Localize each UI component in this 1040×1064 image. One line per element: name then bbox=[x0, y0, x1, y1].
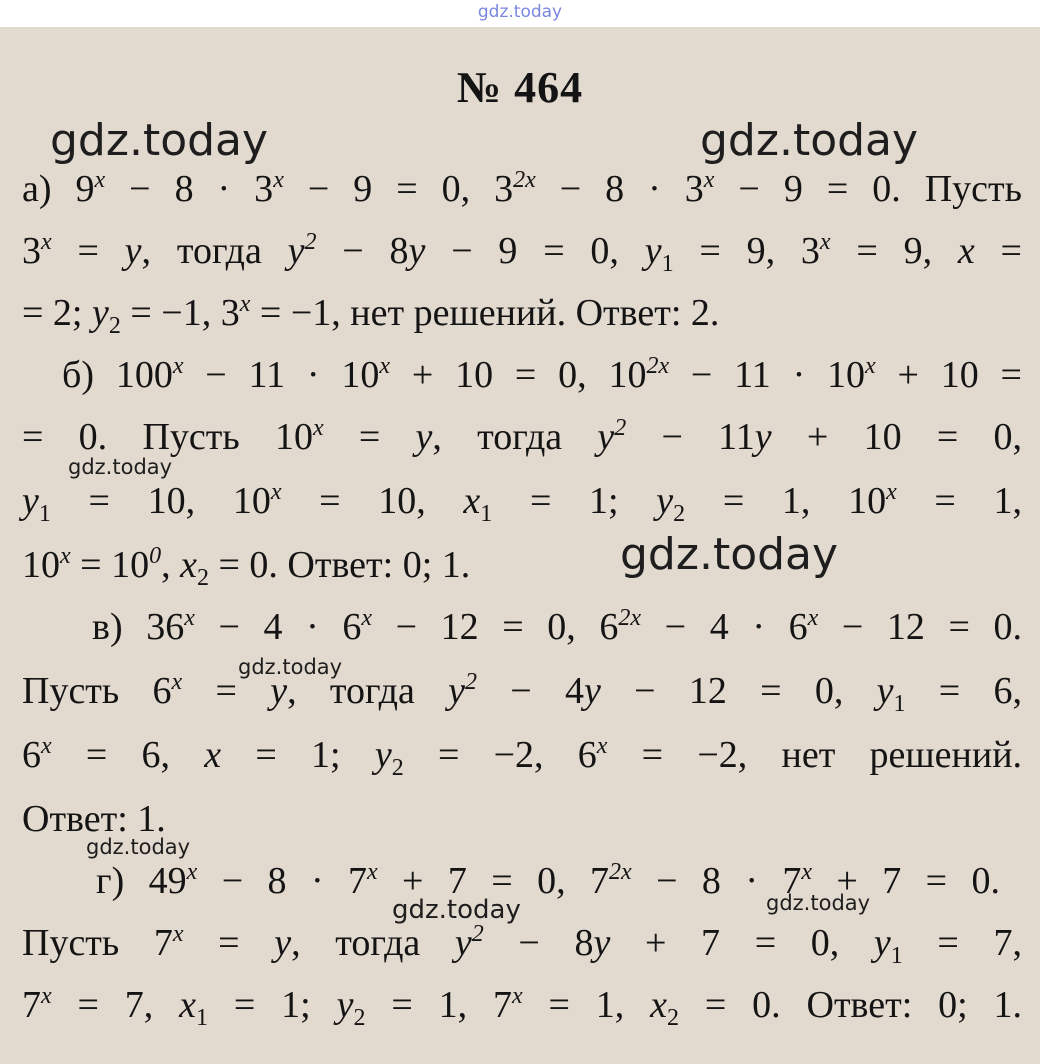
header-watermark: gdz.today bbox=[477, 2, 563, 22]
solution-line-a3: = 2; $y_2 = -1$, $3^x = -1$, нет решений. Ответ: 2. bbox=[22, 291, 720, 339]
solution-line-b2: = 0. Пусть $10^x = y$, тогда $y^2 - 11y + 10 = 0$, bbox=[22, 415, 1022, 458]
watermark: gdz.today bbox=[700, 115, 919, 166]
textbook-page bbox=[0, 27, 1040, 1064]
watermark: gdz.today bbox=[50, 115, 269, 166]
solution-line-b3: $y_1 = 10$, $10^x = 10$, $x_1 = 1$; $y_2 = 1$, $10^x = 1$, bbox=[22, 479, 1023, 527]
solution-line-g2: Пусть $7^x = y$, тогда $y^2 - 8y + 7 = 0$, $y_1 = 7$, bbox=[22, 921, 1022, 969]
solution-line-b4: $10^x = 10^0$, $x_2 = 0$. Ответ: 0; 1. bbox=[22, 543, 471, 591]
solution-line-v2: Пусть $6^x = y$, тогда $y^2 - 4y - 12 = 0$, $y_1 = 6$, bbox=[22, 669, 1023, 717]
solution-line-b1: б) $100^x - 11 \cdot 10^x + 10 = 0$, $10^{2x} - 11 \cdot 10^x + 10$ = bbox=[62, 353, 1022, 396]
solution-line-v1: в) $36^x - 4 \cdot 6^x - 12 = 0$, $6^{2x} - 4 \cdot 6^x - 12 = 0$. bbox=[92, 605, 1023, 648]
watermark: gdz.today bbox=[620, 529, 839, 580]
solution-line-g1: г) $49^x - 8 \cdot 7^x + 7 = 0$, $7^{2x} - 8 \cdot 7^x + 7 = 0$. bbox=[96, 859, 1000, 902]
watermark: gdz.today bbox=[86, 835, 191, 859]
solution-line-a1: а) $9^x - 8 \cdot 3^x - 9 = 0$, $3^{2x} - 8 \cdot 3^x - 9 = 0$. Пусть bbox=[22, 167, 1022, 210]
watermark: gdz.today bbox=[238, 655, 343, 679]
solution-line-a2: $3^x = y$, тогда $y^2 - 8y - 9 = 0$, $y_1 = 9$, $3^x = 9$, x = bbox=[22, 229, 1022, 277]
watermark: gdz.today bbox=[68, 455, 173, 479]
solution-line-v3: $6^x = 6$, x = 1; $y_2 = -2$, $6^x = -2$, нет решений. bbox=[22, 733, 1023, 781]
page-title: № 464 bbox=[456, 63, 584, 112]
solution-line-g3: $7^x = 7$, $x_1 = 1$; $y_2 = 1$, $7^x = 1$, $x_2 = 0$. Ответ: 0; 1. bbox=[22, 983, 1023, 1031]
watermark: gdz.today bbox=[766, 891, 871, 915]
watermark: gdz.today bbox=[392, 895, 521, 925]
solution-line-v4: Ответ: 1. bbox=[22, 798, 166, 840]
